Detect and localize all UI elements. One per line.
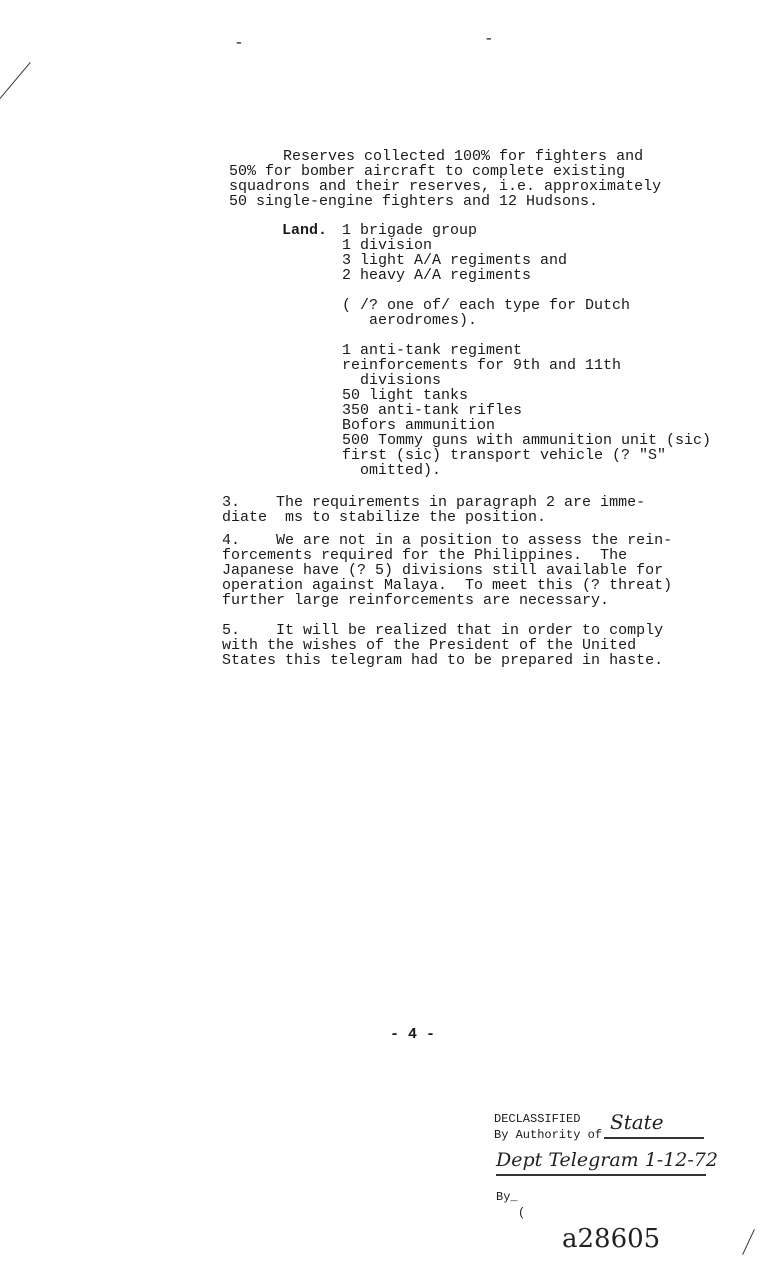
list-item: 500 Tommy guns with ammunition unit (sic) [342, 432, 712, 449]
paragraph-3 [222, 495, 645, 525]
telegram-handwritten: Dept Telegram 1-12-72 [496, 1149, 718, 1171]
text-line: with the wishes of the President of the United [222, 637, 637, 654]
by-label: By_ [496, 1190, 518, 1204]
land-note [342, 298, 630, 328]
list-item: 3 light A/A regiments and [342, 252, 568, 269]
paragraph-5 [222, 623, 663, 668]
margin-line [0, 62, 31, 116]
page-number: - 4 - [390, 1026, 436, 1043]
top-mark-right: - [484, 30, 494, 48]
text-line: 3. The requirements in paragraph 2 are imme- [222, 494, 646, 511]
top-mark-left: - [234, 34, 244, 52]
text-line: operation against Malaya. To meet this (? threat) [222, 577, 673, 594]
text-line: further large reinforcements are necessary. [222, 592, 610, 609]
list-item: 1 anti-tank regiment [342, 342, 523, 359]
list-item: 2 heavy A/A regiments [342, 267, 532, 284]
reserves-paragraph [229, 149, 661, 209]
text-line: States this telegram had to be prepared in haste. [222, 652, 664, 669]
text-line: squadrons and their reserves, i.e. approximately [229, 178, 662, 195]
list-item: first (sic) transport vehicle (? "S" [342, 447, 667, 464]
land-items-a [342, 223, 567, 283]
list-item: 1 division [342, 237, 433, 254]
text-line: 5. It will be realized that in order to comply [222, 622, 664, 639]
list-item: divisions [342, 372, 442, 389]
list-item: Bofors ammunition [342, 417, 496, 434]
text-line: 50 single-engine fighters and 12 Hudsons. [229, 193, 599, 210]
text-line: aerodromes). [342, 312, 478, 329]
list-item: omitted). [342, 462, 442, 479]
text-line: forcements required for the Philippines. The [222, 547, 628, 564]
text-line: ( /? one of/ each type for Dutch [342, 297, 631, 314]
list-item: 350 anti-tank rifles [342, 402, 523, 419]
telegram-underline [496, 1174, 706, 1176]
corner-mark [742, 1229, 755, 1255]
text-line: Reserves collected 100% for fighters and [229, 148, 644, 165]
declassified-label: DECLASSIFIED [494, 1112, 581, 1126]
text-line: 4. We are not in a position to assess the rein- [222, 532, 673, 549]
text-line: diate ms to stabilize the position. [222, 509, 547, 526]
paragraph-4 [222, 533, 672, 608]
text-line: Japanese have (? 5) divisions still available for [222, 562, 664, 579]
list-item: reinforcements for 9th and 11th [342, 357, 622, 374]
document-number: a28605 [562, 1224, 661, 1254]
land-items-b [342, 343, 711, 478]
by-mark: ( [518, 1206, 526, 1220]
text-line: 50% for bomber aircraft to complete existing [229, 163, 626, 180]
authority-handwritten: State [610, 1110, 664, 1134]
authority-underline [604, 1137, 704, 1139]
land-label: Land. [282, 222, 328, 239]
list-item: 1 brigade group [342, 222, 478, 239]
authority-label: By Authority of [494, 1128, 603, 1142]
list-item: 50 light tanks [342, 387, 469, 404]
